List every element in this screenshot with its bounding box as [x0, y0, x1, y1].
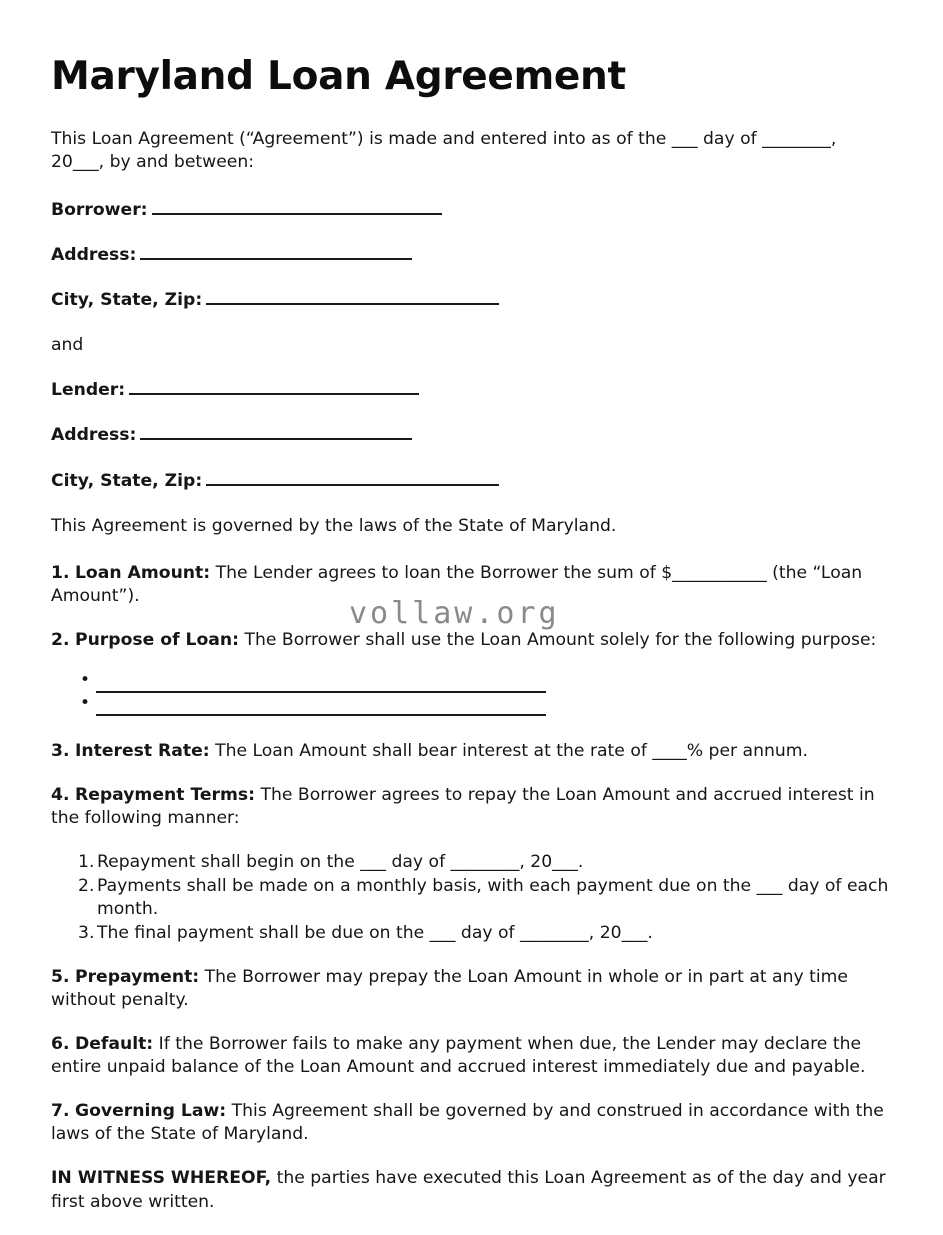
borrower-city-state-zip-label: City, State, Zip: — [51, 290, 203, 311]
purpose-blank-1[interactable] — [96, 677, 546, 693]
clause-2-body: The Borrower shall use the Loan Amount solely for the following purpose: — [244, 629, 877, 650]
witness-clause — [51, 1167, 892, 1213]
clause-2-heading: Purpose of Loan: — [74, 629, 239, 650]
clause-2-purpose-of-loan — [51, 629, 892, 652]
borrower-city-state-zip-blank[interactable] — [206, 289, 499, 305]
clause-7-body: This Agreement shall be governed by and construed in accordance with the laws of the State of Maryland. — [51, 1101, 884, 1145]
purpose-blank-2[interactable] — [96, 700, 546, 716]
lender-address-label: Address: — [51, 425, 137, 446]
clause-5-heading: Prepayment: — [74, 967, 200, 988]
purpose-blank-list — [51, 673, 892, 719]
lender-name-label: Lender: — [51, 380, 126, 401]
governing-statement: This Agreement is governed by the laws of the State of Maryland. — [51, 515, 617, 536]
conjunction-and: and — [51, 335, 84, 356]
clause-3-heading: Interest Rate: — [74, 740, 210, 761]
borrower-name-label: Borrower: — [51, 199, 148, 220]
clause-4-repayment-terms — [51, 784, 892, 830]
clause-3-body: The Loan Amount shall bear interest at the rate of ____% per annum. — [215, 740, 808, 761]
watermark-text: vollaw.org — [349, 596, 560, 631]
lender-city-state-zip-field[interactable] — [51, 470, 892, 493]
borrower-city-state-zip-field[interactable] — [51, 289, 892, 312]
clause-6-heading: Default: — [74, 1034, 154, 1055]
clause-7-number: 7. — [51, 1101, 70, 1122]
lender-city-state-zip-blank[interactable] — [206, 470, 499, 486]
clause-4-heading: Repayment Terms: — [74, 784, 256, 805]
lender-name-blank[interactable] — [129, 379, 419, 395]
witness-heading: IN WITNESS WHEREOF, — [51, 1168, 272, 1189]
list-item: Payments shall be made on a monthly basis, with each payment due on the ___ day of each month. — [97, 876, 889, 920]
clause-1-number: 1. — [51, 562, 70, 583]
clause-4-body: The Borrower agrees to repay the Loan Amount and accrued interest in the following manner: — [51, 784, 875, 828]
clause-6-number: 6. — [51, 1034, 70, 1055]
clause-4-number: 4. — [51, 784, 70, 805]
clause-6-default — [51, 1033, 892, 1079]
list-item[interactable] — [51, 696, 892, 719]
list-item: The final payment shall be due on the ___ day of ________, 20___. — [97, 923, 653, 944]
clause-1-heading: Loan Amount: — [74, 562, 211, 583]
lender-city-state-zip-label: City, State, Zip: — [51, 470, 203, 491]
clause-5-number: 5. — [51, 967, 70, 988]
borrower-name-field[interactable] — [51, 199, 892, 222]
clause-5-prepayment — [51, 966, 892, 1012]
clause-1-body: The Lender agrees to loan the Borrower the sum of $___________ (the “Loan Amount”). — [51, 562, 863, 606]
intro-paragraph: This Loan Agreement (“Agreement”) is made and entered into as of the ___ day of ________, 20___, by and between: — [51, 128, 837, 172]
borrower-address-blank[interactable] — [140, 244, 412, 260]
clause-3-interest-rate — [51, 740, 892, 763]
list-item[interactable] — [51, 673, 892, 696]
list-item: Repayment shall begin on the ___ day of ________, 20___. — [97, 851, 584, 872]
clause-7-heading: Governing Law: — [74, 1101, 227, 1122]
borrower-name-blank[interactable] — [152, 199, 442, 215]
lender-name-field[interactable] — [51, 379, 892, 402]
clause-6-body: If the Borrower fails to make any payment when due, the Lender may declare the entire unpaid balance of the Loan Amount and accrued interest immediately due and payable. — [51, 1034, 866, 1078]
page-title: Maryland Loan Agreement — [51, 54, 626, 99]
borrower-address-field[interactable] — [51, 244, 892, 267]
lender-address-blank[interactable] — [140, 424, 412, 440]
clause-3-number: 3. — [51, 740, 70, 761]
document-body — [51, 55, 892, 1235]
clause-7-governing-law — [51, 1100, 892, 1146]
clause-5-body: The Borrower may prepay the Loan Amount in whole or in part at any time without penalty. — [51, 967, 848, 1011]
borrower-address-label: Address: — [51, 245, 137, 265]
clause-1-loan-amount — [51, 562, 892, 608]
lender-address-field[interactable] — [51, 424, 892, 447]
witness-body: the parties have executed this Loan Agreement as of the day and year first above written. — [51, 1168, 886, 1212]
repayment-terms-list — [51, 851, 892, 945]
clause-2-number: 2. — [51, 629, 70, 650]
